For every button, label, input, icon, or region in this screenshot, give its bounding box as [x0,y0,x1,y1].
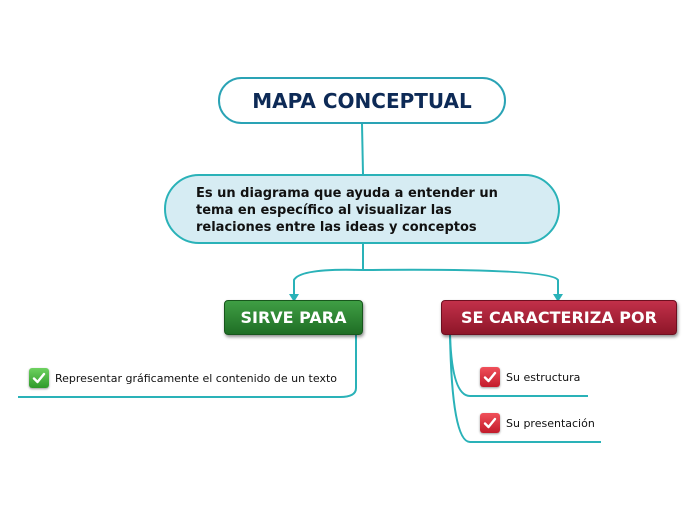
red-check-icon [480,413,500,433]
definition-line-2: tema en específico al visualizar las [196,203,452,218]
central-topic [218,77,506,124]
connector-title-definition [362,124,363,174]
definition-line-1: Es un diagrama que ayuda a entender un [196,186,498,201]
leaf-estructura-label: Su estructura [506,370,581,384]
branch-se-caracteriza-por-label: SE CARACTERIZA POR [461,308,657,327]
leaf-presentacion-label: Su presentación [506,416,595,430]
branch-sirve-para-label: SIRVE PARA [240,308,347,327]
leaf-representar-label: Representar gráficamente el contenido de un texto [55,371,337,385]
leaf-representar [29,368,337,388]
branch-sirve-para [224,300,363,335]
green-check-icon [29,368,49,388]
leaf-presentacion [480,413,595,433]
definition-line-3: relaciones entre las ideas y conceptos [196,220,477,235]
connector-to-left-branch [294,270,363,297]
branch-se-caracteriza-por [441,300,677,335]
central-topic-label: MAPA CONCEPTUAL [252,88,472,113]
connector-to-right-branch [363,270,558,297]
definition-node [164,174,560,244]
red-check-icon [480,367,500,387]
leaf-estructura [480,367,580,387]
